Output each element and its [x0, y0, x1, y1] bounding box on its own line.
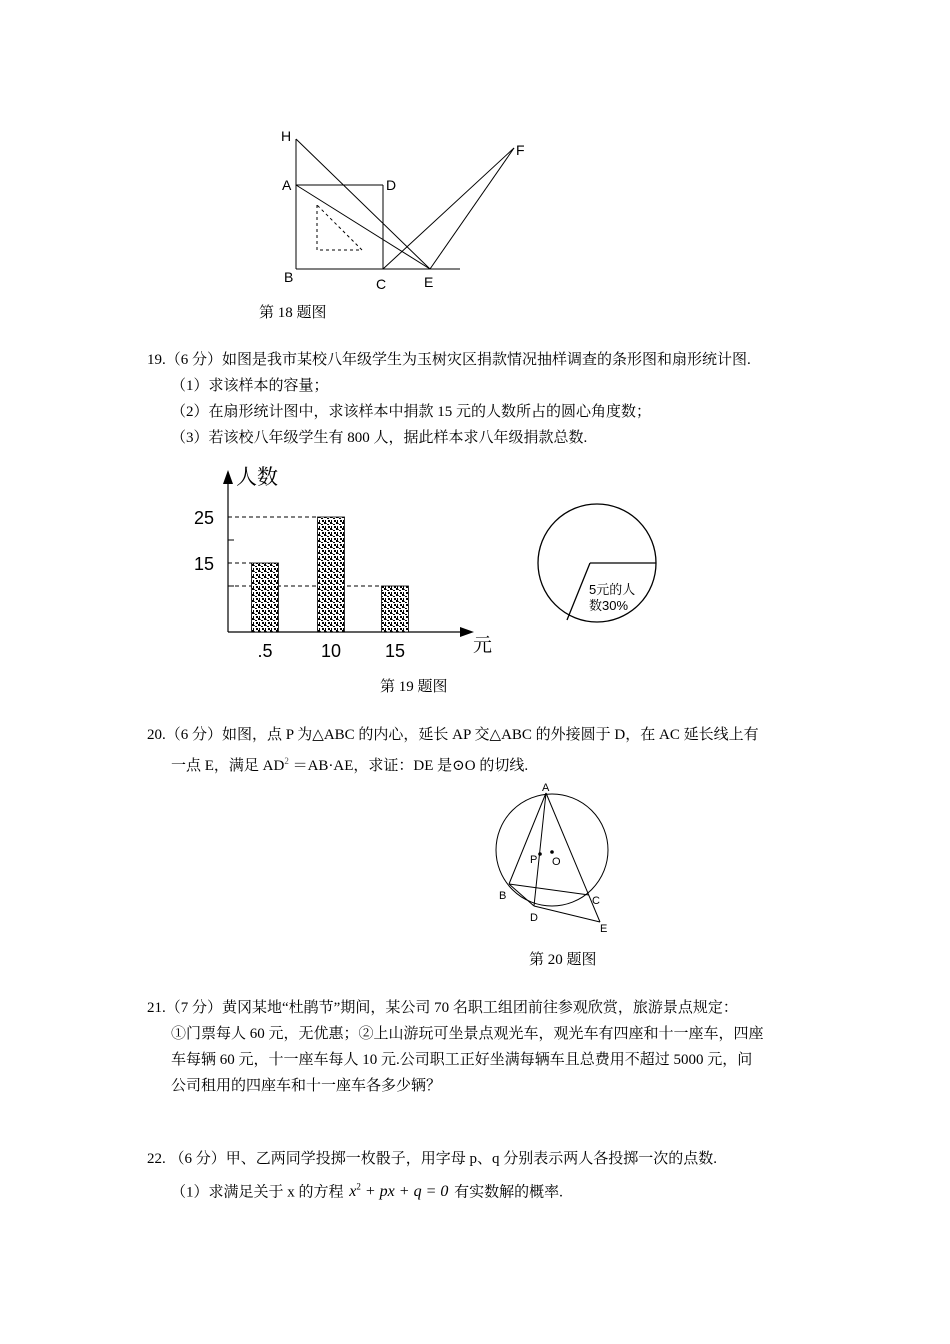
fig19-caption: 第 19 题图	[380, 679, 448, 695]
q21-line2: ①门票每人 60 元，无优惠；②上山游玩可坐景点观光车，观光车有四座和十一座车，四座	[171, 1026, 764, 1042]
pie-slice-label-1: 5元的人	[589, 582, 636, 597]
q22-line2-b: 有实数解的概率.	[454, 1184, 563, 1201]
q20-sup: 2	[284, 756, 289, 766]
fig18-label-c: C	[376, 276, 387, 292]
fig18-line-ef	[430, 148, 514, 269]
q20-line2	[171, 748, 528, 779]
fig18-line-ae	[296, 185, 430, 269]
fig18-line-he	[296, 139, 430, 269]
x-tick-label: .5	[257, 641, 273, 661]
fig20-label-d: D	[530, 912, 538, 924]
q22-equation	[349, 1183, 448, 1200]
q22-eq-rest: + px + q = 0	[360, 1183, 449, 1201]
q22-eq-x: x	[349, 1183, 357, 1201]
x-tick-label: 15	[384, 641, 406, 661]
fig18-label-d: D	[386, 177, 397, 193]
pie-slice-label-2: 数30%	[589, 598, 629, 613]
fig18-label-e: E	[424, 274, 434, 290]
fig20-line-de	[534, 906, 600, 922]
y-tick-label: 15	[194, 554, 215, 574]
fig20-circle	[496, 794, 608, 906]
fig18-label-b: B	[284, 269, 294, 285]
x-axis-label: 元	[473, 635, 493, 656]
fig20-point-p	[538, 852, 542, 856]
fig20-label-b: B	[499, 890, 507, 902]
q20-line1: 20.（6 分）如图，点 P 为△ABC 的内心，延长 AP 交△ABC 的外接圆于 D，在 AC 延长线上有	[147, 727, 759, 743]
fig18-line-cf	[383, 148, 514, 269]
q19-stem: 19.（6 分）如图是我市某校八年级学生为玉树灾区捐款情况抽样调查的条形图和扇形统计图.	[147, 352, 751, 368]
fig20-label-p: P	[530, 854, 538, 866]
q22-line2	[171, 1174, 563, 1205]
fig18-caption: 第 18 题图	[259, 305, 327, 321]
q20-line2-a: 一点 E，满足 AD	[171, 758, 285, 774]
fig18-label-f: F	[516, 142, 525, 158]
q21-line3: 车每辆 60 元，十一座车每人 10 元.公司职工正好坐满每辆车且总费用不超过 5000 元，问	[171, 1052, 753, 1068]
fig20-label-c: C	[592, 895, 600, 907]
fig20-point-o	[550, 850, 554, 854]
fig20-label-a: A	[542, 782, 550, 794]
bar	[382, 586, 409, 632]
fig20-label-e: E	[600, 923, 608, 935]
q22-eq-sup: 2	[356, 1182, 361, 1192]
q22-line1: 22. （6 分）甲、乙两同学投掷一枚骰子，用字母 p、q 分别表示两人各投掷一次的点数.	[147, 1151, 718, 1167]
q19-sub3: （3）若该校八年级学生有 800 人，据此样本求八年级捐款总数.	[171, 430, 588, 446]
fig18-label-h: H	[281, 128, 292, 144]
y-axis-label: 人数	[236, 466, 278, 489]
y-tick-label: 25	[194, 508, 215, 528]
fig20-line-bc	[509, 884, 589, 895]
bar	[318, 517, 345, 632]
fig20-caption: 第 20 题图	[529, 952, 597, 968]
figure-20	[490, 775, 620, 940]
fig18-label-a: A	[282, 177, 292, 193]
q21-line1: 21.（7 分）黄冈某地“杜鹃节”期间，某公司 70 名职工组团前往参观欣赏，旅游景点规定：	[147, 1000, 738, 1016]
x-tick-label: 10	[320, 641, 342, 661]
q22-line2-a: （1）求满足关于 x 的方程	[171, 1184, 344, 1201]
fig20-line-ab	[509, 793, 546, 884]
q19-sub2: （2）在扇形统计图中，求该样本中捐款 15 元的人数所占的圆心角度数；	[171, 404, 652, 420]
bar	[252, 563, 279, 632]
pie-chart	[530, 500, 670, 635]
q19-sub1: （1）求该样本的容量；	[171, 378, 329, 394]
fig20-label-o: O	[552, 856, 561, 868]
y-axis-arrow	[223, 470, 233, 484]
figure-18	[270, 120, 540, 300]
x-axis-arrow	[460, 627, 474, 637]
q20-line2-b: ＝AB·AE，求证：DE 是⊙O 的切线.	[288, 758, 529, 774]
bar-chart	[180, 458, 510, 668]
q21-line4: 公司租用的四座车和十一座车各多少辆？	[171, 1078, 442, 1094]
